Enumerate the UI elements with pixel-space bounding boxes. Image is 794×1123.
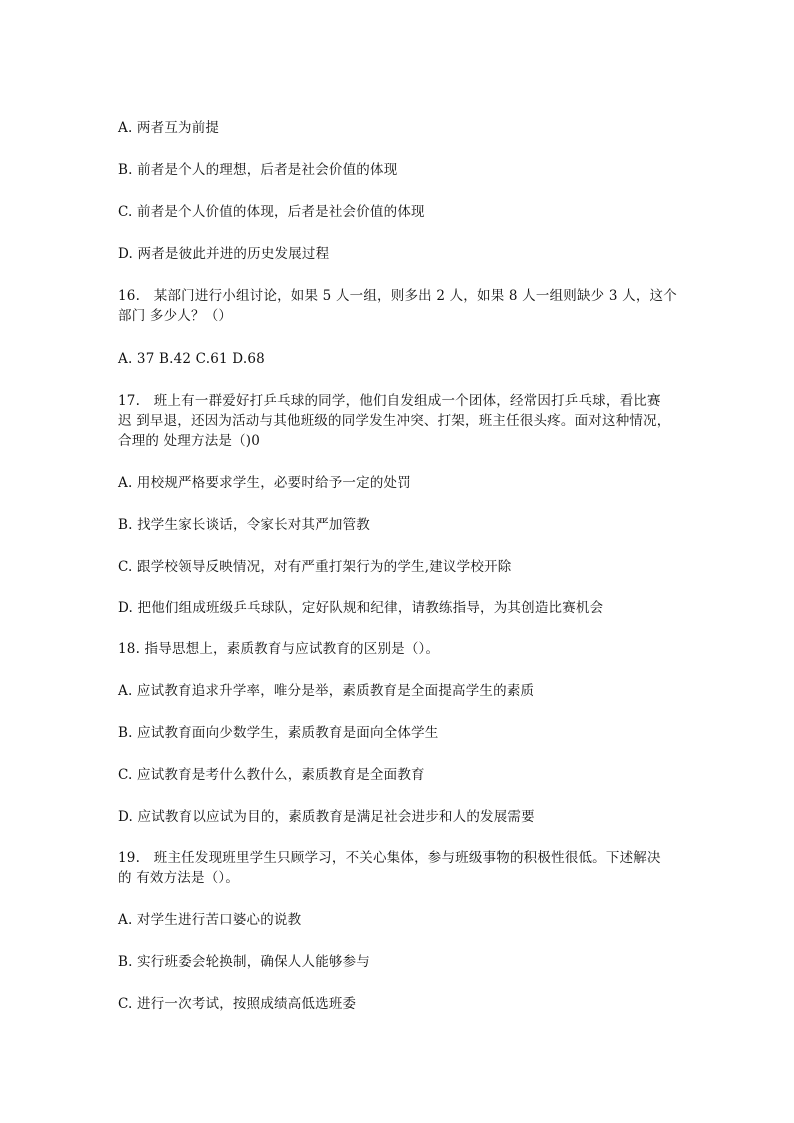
q15-option-c: C. 前者是个人价值的体现，后者是社会价值的体现 [118, 204, 425, 220]
q16-question-line2: 部门 多少人？（） [118, 308, 233, 324]
q19-option-c: C. 进行一次考试，按照成绩高低选班委 [118, 996, 357, 1012]
q19-question-line1: 19. 班主任发现班里学生只顾学习，不关心集体，参与班级事物的积极性很低。下述解决 [118, 850, 661, 866]
q18-option-b: B. 应试教育面向少数学生，素质教育是面向全体学生 [118, 725, 439, 741]
q19-question-line2: 的 有效方法是（）。 [118, 870, 240, 886]
q19-option-a: A. 对学生进行苦口婆心的说教 [118, 912, 302, 928]
q18-option-a: A. 应试教育追求升学率，唯分是举，素质教育是全面提高学生的素质 [118, 683, 535, 699]
q17-option-d: D. 把他们组成班级乒乓球队，定好队规和纪律，请教练指导，为其创造比赛机会 [118, 600, 604, 616]
q17-question-line3: 合理的 处理方法是（)0 [118, 433, 261, 449]
q17-option-c: C. 跟学校领导反映情况，对有严重打架行为的学生,建议学校开除 [118, 559, 512, 575]
q19-option-b: B. 实行班委会轮换制，确保人人能够参与 [118, 954, 371, 970]
q17-option-b: B. 找学生家长谈话，令家长对其严加管教 [118, 517, 371, 533]
q16-options: A. 37 B.42 C.61 D.68 [118, 351, 265, 367]
q16-question-line1: 16. 某部门进行小组讨论，如果 5 人一组，则多出 2 人，如果 8 人一组则缺少 3 人，这个 [118, 288, 677, 304]
q15-option-a: A. 两者互为前提 [118, 120, 220, 136]
q17-question-line1: 17. 班上有一群爱好打乒乓球的同学，他们自发组成一个团体，经常因打乒乓球，看比赛 [118, 393, 661, 409]
q18-option-d: D. 应试教育以应试为目的，素质教育是满足社会进步和人的发展需要 [118, 809, 535, 825]
q18-option-c: C. 应试教育是考什么教什么，素质教育是全面教育 [118, 767, 425, 783]
q15-option-d: D. 两者是彼此并进的历史发展过程 [118, 246, 330, 262]
q18-question-line1: 18. 指导思想上，素质教育与应试教育的区别是（）。 [118, 641, 440, 657]
q17-option-a: A. 用校规严格要求学生，必要时给予一定的处罚 [118, 475, 411, 491]
q17-question-line2: 迟 到早退，还因为活动与其他班级的同学发生冲突、打架，班主任很头疼。面对这种情况， [118, 413, 671, 429]
q15-option-b: B. 前者是个人的理想，后者是社会价值的体现 [118, 162, 398, 178]
